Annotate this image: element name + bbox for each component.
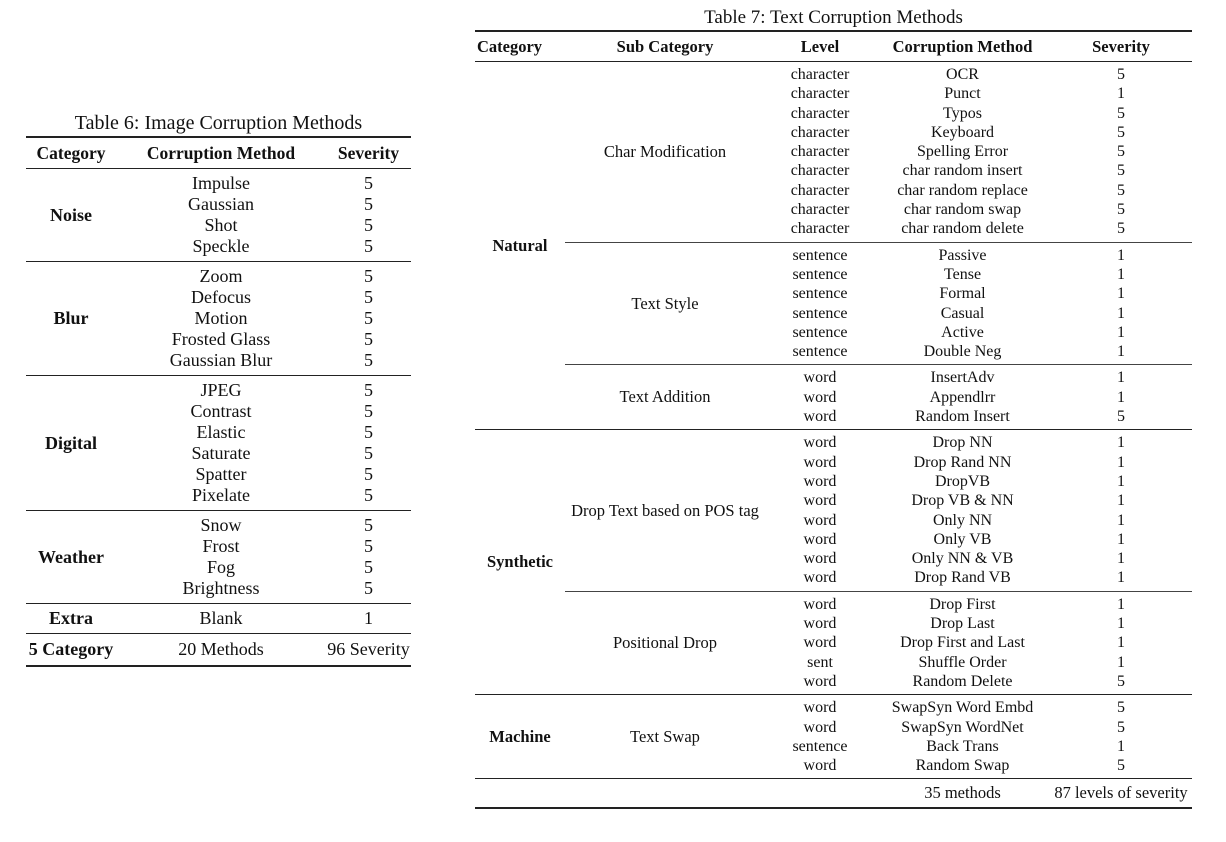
table-row <box>116 380 411 401</box>
table-row <box>765 595 1192 614</box>
table6-group-rows <box>116 173 411 257</box>
table-row <box>765 284 1192 303</box>
table7-severity-cell: 5 <box>1117 220 1125 238</box>
table7-severity-cell: 1 <box>1117 653 1125 671</box>
table6-severity-cell: 5 <box>364 536 373 556</box>
table7-method-cell: char random insert <box>902 162 1023 180</box>
table6-header-row <box>26 136 411 169</box>
table7-severity-cell: 5 <box>1117 201 1125 219</box>
table7-method-cell: Random Delete <box>912 672 1013 690</box>
table7-method-cell: Appendlrr <box>929 388 996 406</box>
table6-method-cell: JPEG <box>200 380 242 400</box>
table7-method-cell: Only NN & VB <box>911 550 1014 568</box>
table-row <box>765 304 1192 323</box>
table6-group-rows <box>116 608 411 629</box>
table-row <box>116 557 411 578</box>
table7-subcategories <box>565 695 1192 778</box>
table7-severity-cell: 1 <box>1117 737 1125 755</box>
table7-severity-cell: 1 <box>1117 369 1125 387</box>
table7-severity-cell: 1 <box>1117 246 1125 264</box>
table7-method-cell: Punct <box>944 85 981 103</box>
table-row <box>765 342 1192 361</box>
table7-level-cell: word <box>803 672 837 690</box>
table-row <box>116 194 411 215</box>
table6-severity-cell: 5 <box>364 266 373 286</box>
table7-level-cell: character <box>790 201 850 219</box>
table7-subcategory-label: Text Swap <box>630 726 700 746</box>
table7-severity-cell: 1 <box>1117 550 1125 568</box>
table-row <box>116 443 411 464</box>
table7-severity-cell: 1 <box>1117 285 1125 303</box>
table7-level-cell: word <box>803 472 837 490</box>
table7-category-label: Machine <box>489 726 551 746</box>
table7-method-cell: Random Insert <box>915 408 1010 426</box>
text-corruption-table <box>475 6 1192 809</box>
table7-level-cell: word <box>803 453 837 471</box>
table7-category-group <box>475 430 1192 695</box>
table6-group <box>26 262 411 376</box>
table6-summary-severity: 96 Severity <box>327 639 410 659</box>
table6-summary-method: 20 Methods <box>178 639 264 659</box>
table6-group-rows <box>116 515 411 599</box>
table7-subcategories <box>565 430 1192 694</box>
table6-group <box>26 169 411 262</box>
table6-method-cell: Motion <box>194 308 248 328</box>
table7-method-cell: DropVB <box>934 472 991 490</box>
table6-method-cell: Speckle <box>192 236 250 256</box>
table6-severity-cell: 5 <box>364 308 373 328</box>
table7-level-cell: character <box>790 85 850 103</box>
table-row <box>765 388 1192 407</box>
table7-method-cell: Drop NN <box>932 434 993 452</box>
table7-category-label: Natural <box>492 235 548 255</box>
table-row <box>116 464 411 485</box>
table-row <box>765 368 1192 387</box>
table7-method-cell: Drop Last <box>930 615 995 633</box>
table-row <box>765 142 1192 161</box>
table-row <box>765 453 1192 472</box>
table7-severity-cell: 5 <box>1117 104 1125 122</box>
table7-severity-cell: 1 <box>1117 388 1125 406</box>
table7-subcategory-rows <box>765 595 1192 691</box>
table7-subcategory-group <box>565 62 1192 243</box>
table7-subcategory-group <box>565 695 1192 778</box>
table7-level-cell: character <box>790 66 850 83</box>
table7-subcategory-rows <box>765 65 1192 239</box>
table7-level-cell: word <box>803 388 837 406</box>
table6-method-cell: Brightness <box>182 578 260 598</box>
table7-header-subcategory: Sub Category <box>616 36 714 56</box>
table-row <box>765 200 1192 219</box>
table7-level-cell: word <box>803 369 837 387</box>
table6-severity-cell: 5 <box>364 194 373 214</box>
table7-header-row <box>475 30 1192 62</box>
table7-level-cell: sentence <box>792 304 848 322</box>
table-row <box>765 265 1192 284</box>
table-row <box>765 123 1192 142</box>
table-row <box>765 491 1192 510</box>
table-row <box>765 698 1192 717</box>
table-row <box>765 65 1192 84</box>
table6-caption: Table 6: Image Corruption Methods <box>74 112 363 134</box>
table-row <box>116 515 411 536</box>
table6-method-cell: Contrast <box>190 401 252 421</box>
table7-severity-cell: 1 <box>1117 569 1125 587</box>
table7-method-cell: Drop First <box>929 595 996 613</box>
table-row <box>116 578 411 599</box>
table7-level-cell: word <box>803 434 837 452</box>
table7-method-cell: OCR <box>946 66 979 83</box>
table6-severity-cell: 5 <box>364 464 373 484</box>
table6-severity-cell: 5 <box>364 443 373 463</box>
table-row <box>765 718 1192 737</box>
table6-category-label: Weather <box>38 546 104 567</box>
table-row <box>116 266 411 287</box>
table7-method-cell: Typos <box>943 104 982 122</box>
table7-severity-cell: 1 <box>1117 323 1125 341</box>
table7-method-cell: Back Trans <box>926 737 999 755</box>
table7-method-cell: Drop Rand VB <box>914 569 1011 587</box>
table7-level-cell: sent <box>807 653 833 671</box>
table7-severity-cell: 1 <box>1117 343 1125 361</box>
table6-method-cell: Snow <box>200 515 242 535</box>
table7-level-cell: word <box>803 634 837 652</box>
table6-group-rows <box>116 266 411 371</box>
table7-level-cell: word <box>803 757 837 775</box>
table-row <box>765 219 1192 238</box>
table7-level-cell: sentence <box>792 246 848 264</box>
table7-level-cell: character <box>790 220 850 238</box>
table-row <box>765 530 1192 549</box>
table6-severity-cell: 1 <box>364 608 373 628</box>
table7-category-group <box>475 695 1192 779</box>
table7-subcategory-group <box>565 430 1192 591</box>
table7-method-cell: Drop Rand NN <box>913 453 1012 471</box>
table7-method-cell: SwapSyn Word Embd <box>891 699 1034 717</box>
table6-category-label: Blur <box>53 308 89 328</box>
table7-severity-cell: 1 <box>1117 472 1125 490</box>
table6-method-cell: Spatter <box>195 464 247 484</box>
table7-method-cell: char random replace <box>897 181 1028 199</box>
table7-method-cell: SwapSyn WordNet <box>901 718 1024 736</box>
table7-subcategory-group <box>565 365 1192 429</box>
table6-method-cell: Fog <box>206 557 235 577</box>
table7-severity-cell: 1 <box>1117 304 1125 322</box>
table6-method-cell: Blank <box>199 608 243 628</box>
table-row <box>765 323 1192 342</box>
table7-subcategory-rows <box>765 433 1192 587</box>
table7-level-cell: sentence <box>792 285 848 303</box>
table-row <box>765 633 1192 652</box>
table7-severity-cell: 5 <box>1117 718 1125 736</box>
table7-level-cell: character <box>790 181 850 199</box>
table7-severity-cell: 5 <box>1117 408 1125 426</box>
table7-severity-cell: 1 <box>1117 530 1125 548</box>
table7-body <box>475 62 1192 779</box>
table6-severity-cell: 5 <box>364 578 373 598</box>
table7-severity-cell: 1 <box>1117 453 1125 471</box>
table7-level-cell: word <box>803 408 837 426</box>
table7-level-cell: sentence <box>792 265 848 283</box>
table7-subcategory-label: Text Style <box>631 293 699 313</box>
table6-summary-row <box>26 634 411 667</box>
table7-severity-cell: 5 <box>1117 699 1125 717</box>
table-row <box>765 104 1192 123</box>
table-row <box>765 407 1192 426</box>
table7-severity-cell: 1 <box>1117 434 1125 452</box>
table7-level-cell: word <box>803 569 837 587</box>
table-row <box>765 161 1192 180</box>
table7-severity-cell: 5 <box>1117 123 1125 141</box>
table7-level-cell: word <box>803 530 837 548</box>
table6-category-label: Digital <box>45 432 97 453</box>
table-row <box>116 485 411 506</box>
table7-category-group <box>475 62 1192 430</box>
table6-severity-cell: 5 <box>364 215 373 235</box>
table-row <box>116 608 411 629</box>
table6-method-cell: Zoom <box>199 266 243 286</box>
table6-method-cell: Frost <box>202 536 240 556</box>
table7-level-cell: word <box>803 511 837 529</box>
table-row <box>765 568 1192 587</box>
table7-subcategories <box>565 62 1192 429</box>
table-row <box>116 308 411 329</box>
table7-level-cell: sentence <box>792 323 848 341</box>
table7-level-cell: character <box>790 143 850 161</box>
table7-method-cell: Only VB <box>933 530 992 548</box>
table7-category-label: Synthetic <box>487 552 553 572</box>
table7-header-method: Corruption Method <box>892 36 1033 56</box>
table7-subcategory-group <box>565 243 1192 366</box>
table7-severity-cell: 1 <box>1117 265 1125 283</box>
table6-method-cell: Pixelate <box>192 485 250 505</box>
table7-method-cell: char random delete <box>901 220 1024 238</box>
table-row <box>116 236 411 257</box>
table7-subcategory-label: Positional Drop <box>612 632 718 652</box>
table7-severity-cell: 5 <box>1117 672 1125 690</box>
table6-severity-cell: 5 <box>364 329 373 349</box>
table7-method-cell: Keyboard <box>930 123 995 141</box>
table-row <box>116 401 411 422</box>
table7-total-methods: 35 methods <box>924 783 1001 803</box>
table7-subcategory-label: Text Addition <box>619 387 711 407</box>
table7-subcategory-label: Char Modification <box>603 141 727 161</box>
table7-method-cell: InsertAdv <box>930 369 995 387</box>
table6-severity-cell: 5 <box>364 557 373 577</box>
table-row <box>116 329 411 350</box>
table6-severity-cell: 5 <box>364 236 373 256</box>
table6-category-label: Noise <box>50 204 92 225</box>
table7-level-cell: character <box>790 123 850 141</box>
table-row <box>116 173 411 194</box>
table7-total-severity: 87 levels of severity <box>1054 783 1188 803</box>
table7-severity-cell: 5 <box>1117 66 1125 83</box>
table6-body <box>26 169 411 634</box>
table6-method-cell: Gaussian Blur <box>169 350 273 370</box>
table7-level-cell: character <box>790 104 850 122</box>
table7-severity-cell: 1 <box>1117 85 1125 103</box>
table-row <box>765 84 1192 103</box>
table7-method-cell: Double Neg <box>923 343 1002 361</box>
table7-severity-cell: 1 <box>1117 492 1125 510</box>
table7-level-cell: sentence <box>792 343 848 361</box>
table7-subcategory-rows <box>765 698 1192 775</box>
table6-method-cell: Impulse <box>192 173 250 193</box>
table7-method-cell: Spelling Error <box>916 143 1009 161</box>
table-row <box>765 181 1192 200</box>
table6-severity-cell: 5 <box>364 485 373 505</box>
table7-subcategory-label: Drop Text based on POS tag <box>571 500 759 520</box>
table7-level-cell: word <box>803 718 837 736</box>
table6-method-cell: Defocus <box>191 287 251 307</box>
table6-method-cell: Gaussian <box>188 194 254 214</box>
table7-level-cell: word <box>803 595 837 613</box>
table6-severity-cell: 5 <box>364 401 373 421</box>
table7-level-cell: sentence <box>792 737 848 755</box>
table6-header-severity: Severity <box>337 142 400 163</box>
table-row <box>765 653 1192 672</box>
table7-method-cell: Only NN <box>932 511 993 529</box>
table7-method-cell: Drop VB & NN <box>911 492 1014 510</box>
table6-method-cell: Saturate <box>191 443 251 463</box>
table7-method-cell: char random swap <box>903 201 1022 219</box>
table6-severity-cell: 5 <box>364 173 373 193</box>
table7-severity-cell: 5 <box>1117 757 1125 775</box>
table-row <box>116 287 411 308</box>
table6-group <box>26 604 411 634</box>
table7-method-cell: Tense <box>943 265 982 283</box>
table7-severity-cell: 5 <box>1117 162 1125 180</box>
table7-method-cell: Active <box>941 323 984 341</box>
table6-method-cell: Elastic <box>196 422 246 442</box>
table6-method-cell: Shot <box>204 215 238 235</box>
table7-level-cell: character <box>790 162 850 180</box>
table6-group-rows <box>116 380 411 506</box>
table7-severity-cell: 1 <box>1117 511 1125 529</box>
table6-severity-cell: 5 <box>364 422 373 442</box>
table7-level-cell: word <box>803 550 837 568</box>
table6-severity-cell: 5 <box>364 380 373 400</box>
table6-header-method: Corruption Method <box>146 142 296 163</box>
table7-severity-cell: 1 <box>1117 634 1125 652</box>
table-row <box>765 614 1192 633</box>
image-corruption-table <box>26 110 411 667</box>
table6-group <box>26 376 411 511</box>
table-row <box>116 350 411 371</box>
table6-severity-cell: 5 <box>364 515 373 535</box>
table7-total-row <box>475 779 1192 809</box>
table-row <box>765 672 1192 691</box>
table6-severity-cell: 5 <box>364 287 373 307</box>
table-row <box>116 215 411 236</box>
table-row <box>765 737 1192 756</box>
table7-header-severity: Severity <box>1092 36 1150 56</box>
table-row <box>765 756 1192 775</box>
table6-group <box>26 511 411 604</box>
table7-method-cell: Casual <box>940 304 985 322</box>
table-row <box>116 422 411 443</box>
table7-method-cell: Random Swap <box>915 757 1010 775</box>
table7-method-cell: Shuffle Order <box>918 653 1007 671</box>
table7-header-category: Category <box>477 36 543 56</box>
table7-severity-cell: 5 <box>1117 143 1125 161</box>
table-row <box>116 536 411 557</box>
table-row <box>765 549 1192 568</box>
table6-severity-cell: 5 <box>364 350 373 370</box>
table7-level-cell: word <box>803 492 837 510</box>
table-row <box>765 472 1192 491</box>
table6-category-label: Extra <box>49 608 93 628</box>
table7-subcategory-rows <box>765 368 1192 426</box>
table7-severity-cell: 1 <box>1117 595 1125 613</box>
table6-header-category: Category <box>36 142 106 163</box>
table-row <box>765 433 1192 452</box>
table7-subcategory-group <box>565 592 1192 694</box>
table7-method-cell: Passive <box>938 246 987 264</box>
table7-caption: Table 7: Text Corruption Methods <box>704 7 963 28</box>
table7-subcategory-rows <box>765 246 1192 362</box>
table-row <box>765 246 1192 265</box>
table6-summary-category: 5 Category <box>28 639 114 659</box>
table7-header-level: Level <box>800 36 840 56</box>
table7-level-cell: word <box>803 699 837 717</box>
table-row <box>765 511 1192 530</box>
table7-severity-cell: 5 <box>1117 181 1125 199</box>
table7-method-cell: Formal <box>939 285 986 303</box>
table7-method-cell: Drop First and Last <box>900 634 1025 652</box>
table7-level-cell: word <box>803 615 837 633</box>
table6-method-cell: Frosted Glass <box>171 329 271 349</box>
table7-severity-cell: 1 <box>1117 615 1125 633</box>
